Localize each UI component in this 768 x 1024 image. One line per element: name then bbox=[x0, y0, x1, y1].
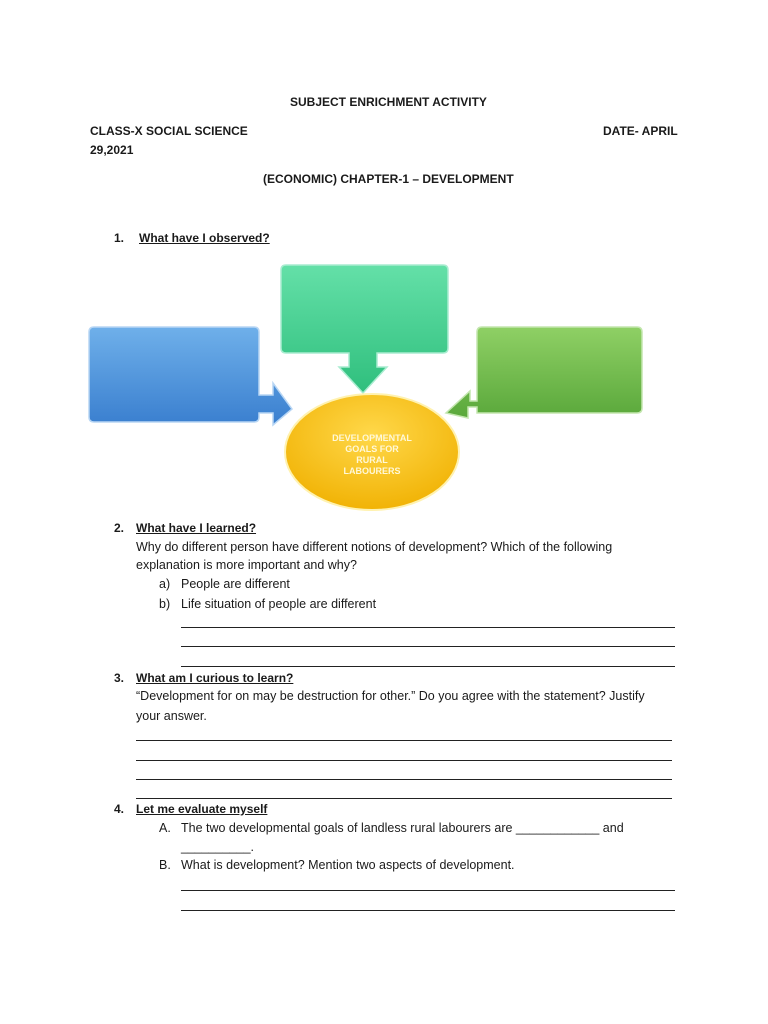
q4-a-text: The two developmental goals of landless rural labourers are ____________ and bbox=[181, 821, 624, 835]
teal-callout-box bbox=[281, 265, 448, 393]
page-title: SUBJECT ENRICHMENT ACTIVITY bbox=[290, 95, 487, 109]
q4-a-label: A. bbox=[159, 821, 171, 835]
center-label-line-4: LABOURERS bbox=[343, 466, 401, 476]
q3-answer-line[interactable] bbox=[136, 760, 672, 761]
class-label: CLASS-X SOCIAL SCIENCE bbox=[90, 124, 248, 138]
blue-callout-box bbox=[89, 327, 292, 425]
q2-title: What have I learned? bbox=[136, 521, 257, 535]
q2-option-a-text: People are different bbox=[181, 577, 290, 591]
q2-option-b-text: Life situation of people are different bbox=[181, 597, 377, 611]
q4-answer-line[interactable] bbox=[181, 910, 675, 911]
q3-number: 3. bbox=[114, 671, 125, 685]
center-label-line-1: DEVELOPMENTAL bbox=[332, 433, 412, 443]
q2-answer-line[interactable] bbox=[181, 627, 675, 628]
q2-option-a-label: a) bbox=[159, 577, 171, 591]
center-label-line-2: GOALS FOR bbox=[345, 444, 399, 454]
q4-number: 4. bbox=[114, 802, 125, 816]
q3-answer-line[interactable] bbox=[136, 798, 672, 799]
q4-b-text: What is development? Mention two aspects of development. bbox=[181, 858, 515, 872]
q2-option-b-label: b) bbox=[159, 597, 171, 611]
q1-title: What have I observed? bbox=[139, 231, 270, 245]
q4-title: Let me evaluate myself bbox=[136, 802, 268, 816]
developmental-goals-diagram bbox=[80, 255, 660, 525]
q3-title: What am I curious to learn? bbox=[136, 671, 294, 685]
date-label: DATE- APRIL bbox=[603, 124, 678, 138]
q2-answer-line[interactable] bbox=[181, 666, 675, 667]
q4-b-label: B. bbox=[159, 858, 171, 872]
q3-text-line-1: “Development for on may be destruction for other.” Do you agree with the statement? Justify bbox=[136, 689, 645, 703]
center-label-line-3: RURAL bbox=[356, 455, 388, 465]
q4-answer-line[interactable] bbox=[181, 890, 675, 891]
q2-text-line-2: explanation is more important and why? bbox=[136, 558, 357, 572]
q1-number: 1. bbox=[114, 231, 125, 245]
q2-number: 2. bbox=[114, 521, 125, 535]
q3-answer-line[interactable] bbox=[136, 740, 672, 741]
q3-text-line-2: your answer. bbox=[136, 709, 207, 723]
q2-text-line-1: Why do different person have different notions of development? Which of the following bbox=[136, 540, 613, 554]
q4-a-continuation: __________. bbox=[181, 840, 254, 854]
chapter-title: (ECONOMIC) CHAPTER-1 – DEVELOPMENT bbox=[263, 172, 514, 186]
date-continuation: 29,2021 bbox=[90, 143, 134, 157]
q3-answer-line[interactable] bbox=[136, 779, 672, 780]
green-callout-box bbox=[446, 327, 642, 418]
q2-answer-line[interactable] bbox=[181, 646, 675, 647]
